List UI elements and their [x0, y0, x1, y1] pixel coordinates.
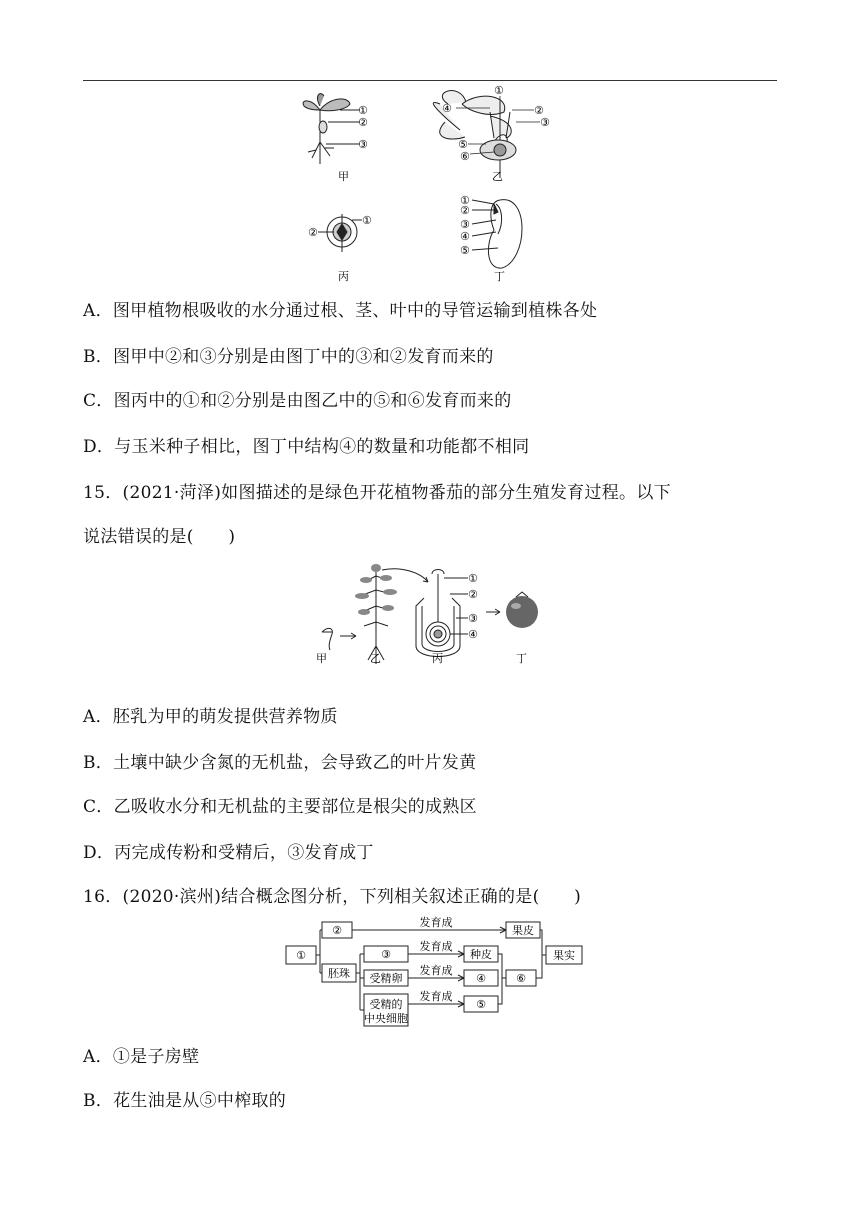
- figure-ding-seed: [472, 200, 522, 268]
- header-rule: [83, 80, 777, 81]
- q14-option-d: D．与玉米种子相比，图丁中结构④的数量和功能都不相同: [83, 437, 530, 457]
- figure-label-bing: 丙: [432, 652, 443, 665]
- box-4: ④: [476, 972, 486, 985]
- arrow-label: 发育成: [419, 990, 453, 1003]
- figure-label-jia: 甲: [338, 170, 349, 183]
- figure-tomato-development: [310, 556, 550, 668]
- figure-label-yi: 乙: [370, 652, 381, 665]
- q15-option-d: D．丙完成传粉和受精后，③发育成丁: [83, 843, 374, 863]
- figure-plant-structures: [290, 82, 580, 288]
- mark: ⑤: [460, 244, 470, 257]
- mark: ③: [468, 612, 478, 625]
- arrow-label: 发育成: [419, 964, 453, 977]
- box-zhongyang-l1: 受精的: [369, 998, 403, 1011]
- mark: ①: [460, 194, 470, 207]
- box-guopi: 果皮: [512, 924, 534, 937]
- mark: ④: [460, 230, 470, 243]
- mark: ③: [540, 116, 550, 129]
- concept-diagram: [284, 914, 584, 1032]
- box-5: ⑤: [476, 998, 486, 1011]
- arrow-label: 发育成: [419, 916, 453, 929]
- q15-stem-line2: 说法错误的是( ): [83, 527, 236, 547]
- mark: ①: [358, 104, 368, 117]
- q15-option-a: A．胚乳为甲的萌发提供营养物质: [83, 707, 338, 727]
- figure-label-bing: 丙: [338, 270, 349, 283]
- mark: ②: [358, 116, 368, 129]
- mark: ⑤: [458, 138, 468, 151]
- box-2: ②: [332, 924, 342, 937]
- arrow-label: 发育成: [419, 940, 453, 953]
- mark: ⑥: [460, 150, 470, 163]
- q16-option-b: B．花生油是从⑤中榨取的: [83, 1091, 287, 1111]
- q15-stem-line1: 15．(2021·菏泽)如图描述的是绿色开花植物番茄的部分生殖发育过程。以下: [83, 483, 671, 503]
- mark: ①: [362, 214, 372, 227]
- q15-option-c: C．乙吸收水分和无机盐的主要部位是根尖的成熟区: [83, 797, 477, 817]
- figure-label-jia: 甲: [316, 652, 327, 665]
- box-peizhu: 胚珠: [328, 967, 350, 980]
- box-zhongpi: 种皮: [470, 948, 492, 961]
- q15-option-b: B．土壤中缺少含氮的无机盐，会导致乙的叶片发黄: [83, 753, 477, 773]
- mark: ③: [358, 138, 368, 151]
- mark: ①: [494, 84, 504, 97]
- q14-option-c: C．图丙中的①和②分别是由图乙中的⑤和⑥发育而来的: [83, 391, 512, 411]
- mark: ②: [468, 588, 478, 601]
- q14-option-b: B．图甲中②和③分别是由图丁中的③和②发育而来的: [83, 347, 494, 367]
- figure-bing-fruit: [318, 214, 362, 252]
- mark: ④: [468, 628, 478, 641]
- figure-label-ding: 丁: [494, 270, 505, 283]
- box-zhongyang-l2: 中央细胞: [364, 1012, 408, 1025]
- q16-option-a: A．①是子房壁: [83, 1047, 200, 1067]
- figure-label-ding: 丁: [516, 652, 527, 665]
- q16-stem: 16．(2020·滨州)结合概念图分析，下列相关叙述正确的是( ): [83, 887, 582, 907]
- mark: ③: [460, 218, 470, 231]
- mark: ②: [460, 204, 470, 217]
- mark: ②: [534, 104, 544, 117]
- figure-jia-seedling: [303, 94, 360, 164]
- box-guoshi: 果实: [553, 949, 575, 962]
- mark: ②: [308, 226, 318, 239]
- q14-option-a: A．图甲植物根吸收的水分通过根、茎、叶中的导管运输到植株各处: [83, 301, 598, 321]
- mark: ①: [468, 572, 478, 585]
- figure-label-yi: 乙: [492, 170, 503, 183]
- box-1: ①: [296, 949, 306, 962]
- mark: ④: [442, 102, 452, 115]
- box-shoujingluan: 受精卵: [369, 972, 403, 985]
- box-3: ③: [381, 948, 391, 961]
- box-6: ⑥: [516, 972, 526, 985]
